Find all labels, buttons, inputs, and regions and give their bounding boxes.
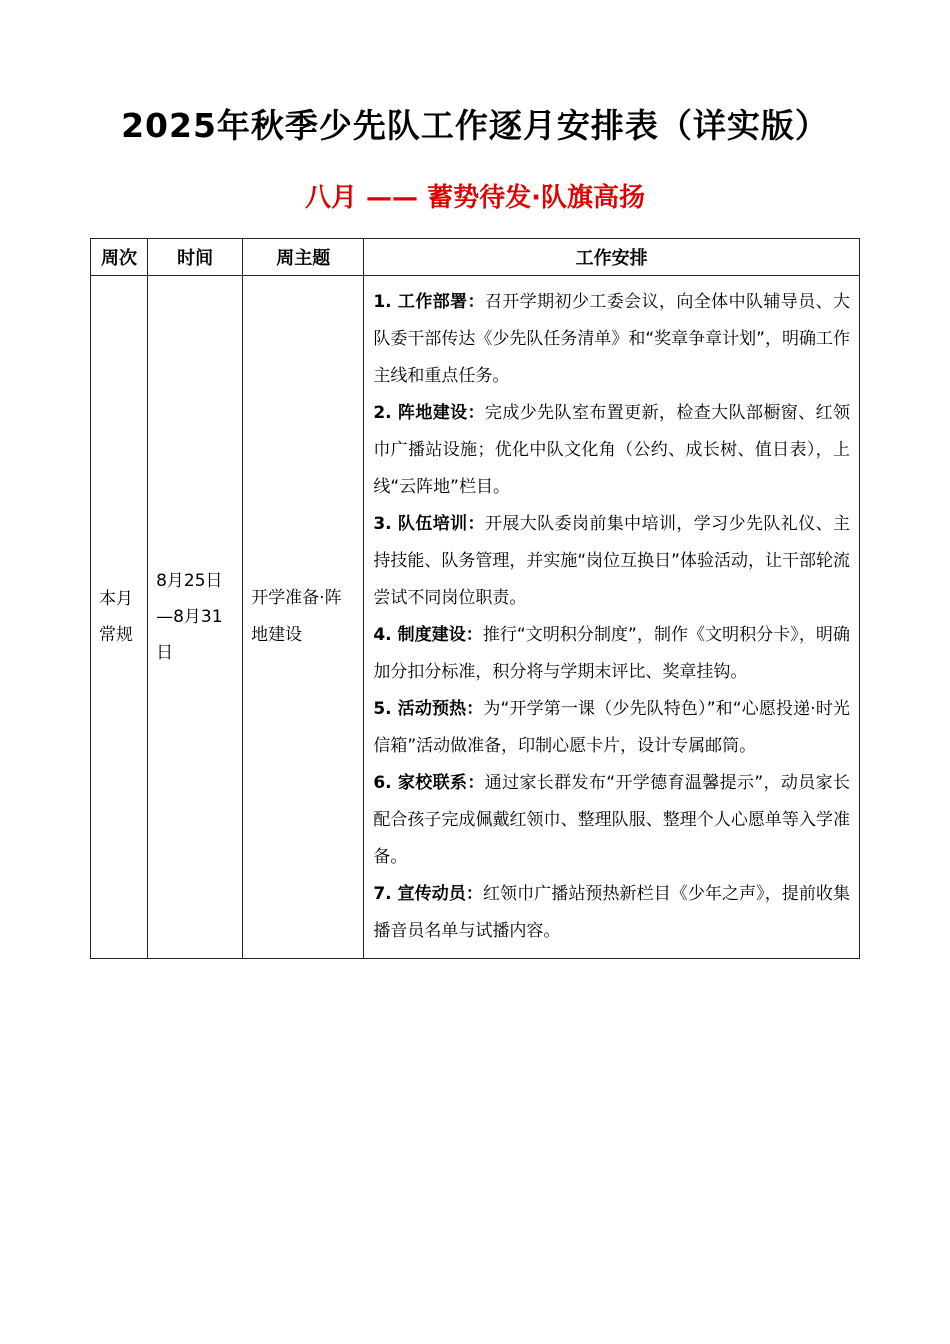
header-week: 周次 — [91, 239, 148, 276]
work-item-heading: 7. 宣传动员： — [373, 884, 483, 904]
table-header-row — [91, 239, 860, 276]
work-item — [373, 617, 850, 691]
work-item-heading: 4. 制度建设： — [373, 625, 483, 645]
work-item-heading: 1. 工作部署： — [373, 292, 485, 312]
header-time: 时间 — [148, 239, 243, 276]
work-item — [373, 691, 850, 765]
cell-work-list — [364, 276, 860, 959]
cell-time: 8月25日—8月31日 — [148, 276, 243, 959]
month-heading: 八月 —— 蓄势待发·队旗高扬 — [305, 183, 645, 213]
work-item-heading: 6. 家校联系： — [373, 773, 485, 793]
work-item-text: 为“开学第一课（少先队特色）”和“心愿投递·时光信箱”活动做准备，印制心愿卡片，设计专属邮筒。 — [373, 699, 850, 756]
work-item-text: 通过家长群发布“开学德育温馨提示”，动员家长配合孩子完成佩戴红领巾、整理队服、整理个人心愿单等入学准备。 — [373, 773, 850, 867]
work-item-heading: 3. 队伍培训： — [373, 514, 485, 534]
work-item — [373, 395, 850, 506]
work-schedule-table — [90, 238, 860, 959]
cell-theme: 开学准备·阵地建设 — [243, 276, 364, 959]
header-work: 工作安排 — [364, 239, 860, 276]
work-item-text: 推行“文明积分制度”，制作《文明积分卡》，明确加分扣分标准，积分将与学期末评比、奖章挂钩。 — [373, 625, 850, 682]
work-item — [373, 506, 850, 617]
cell-week: 本月常规 — [91, 276, 148, 959]
document-title: 2025年秋季少先队工作逐月安排表（详实版） — [121, 106, 829, 145]
work-item-text: 完成少先队室布置更新，检查大队部橱窗、红领巾广播站设施；优化中队文化角（公约、成长树、值日表），上线“云阵地”栏目。 — [373, 403, 850, 497]
work-item-text: 召开学期初少工委会议，向全体中队辅导员、大队委干部传达《少先队任务清单》和“奖章争章计划”，明确工作主线和重点任务。 — [373, 292, 850, 386]
header-theme: 周主题 — [243, 239, 364, 276]
work-item — [373, 876, 850, 950]
work-item-heading: 2. 阵地建设： — [373, 403, 485, 423]
table-row — [91, 276, 860, 959]
work-item-heading: 5. 活动预热： — [373, 699, 484, 719]
work-item — [373, 284, 850, 395]
work-item-text: 开展大队委岗前集中培训，学习少先队礼仪、主持技能、队务管理，并实施“岗位互换日”体验活动，让干部轮流尝试不同岗位职责。 — [373, 514, 850, 608]
work-item-text: 红领巾广播站预热新栏目《少年之声》，提前收集播音员名单与试播内容。 — [373, 884, 850, 941]
work-item — [373, 765, 850, 876]
